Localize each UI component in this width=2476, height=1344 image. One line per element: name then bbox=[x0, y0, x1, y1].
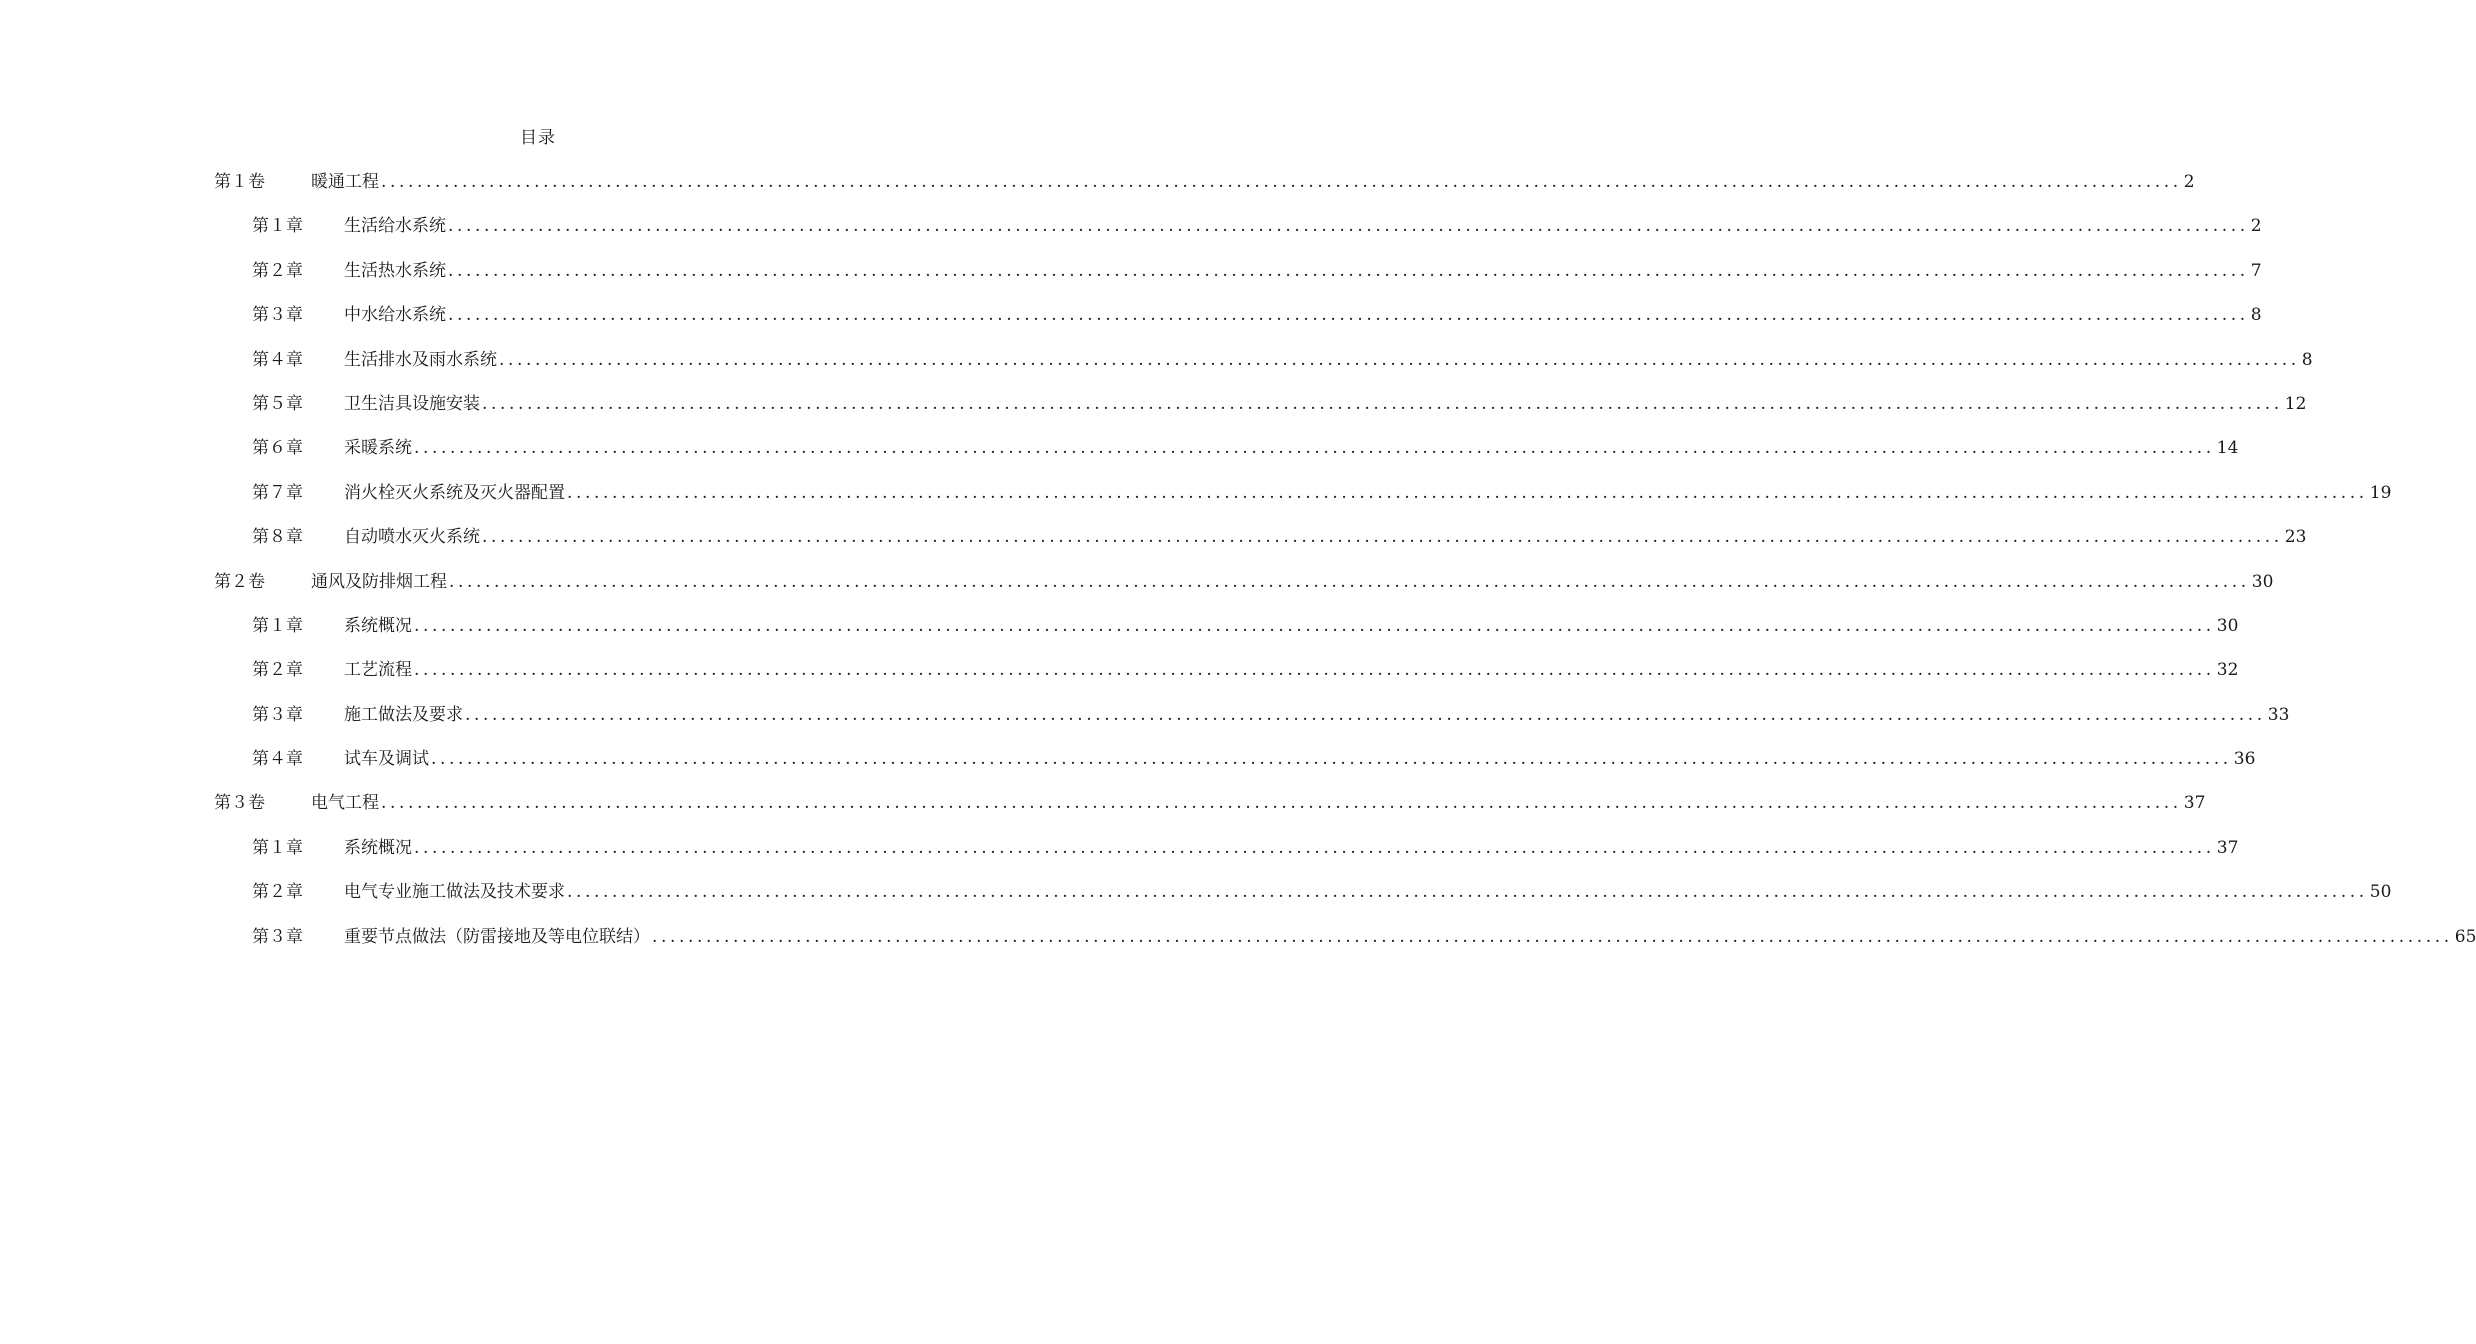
toc-chapter-entry[interactable] bbox=[214, 880, 2392, 924]
toc-dot-leader: ........................................................................................................................................................................................................ bbox=[448, 216, 2249, 237]
toc-chapter-entry[interactable] bbox=[214, 614, 2239, 658]
toc-entry-title: 生活排水及雨水系统 bbox=[344, 349, 497, 370]
toc-entry-page-number: 30 bbox=[2216, 615, 2239, 636]
toc-chapter-entry[interactable] bbox=[214, 214, 2262, 258]
toc-dot-leader: ........................................................................................................................................................................................................ bbox=[652, 926, 2453, 947]
toc-dot-leader: ........................................................................................................................................................................................................ bbox=[414, 837, 2215, 858]
toc-dot-leader: ........................................................................................................................................................................................................ bbox=[381, 172, 2182, 192]
toc-entry-number: 第１章 bbox=[252, 837, 303, 858]
toc-entry-number: 第２卷 bbox=[214, 571, 265, 592]
toc-entry-number: 第３章 bbox=[252, 704, 303, 725]
toc-dot-leader: ........................................................................................................................................................................................................ bbox=[482, 393, 2283, 414]
toc-entry-page-number: 32 bbox=[2216, 660, 2239, 681]
toc-entry-title: 系统概况 bbox=[344, 837, 412, 858]
toc-entry-number: 第２章 bbox=[252, 660, 303, 681]
toc-entry-number: 第５章 bbox=[252, 393, 303, 414]
toc-chapter-entry[interactable] bbox=[214, 392, 2307, 436]
toc-entry-page-number: 36 bbox=[2233, 749, 2256, 770]
toc-dot-leader: ........................................................................................................................................................................................................ bbox=[567, 482, 2368, 503]
toc-entry-number: 第１章 bbox=[252, 615, 303, 636]
toc-entry-page-number: 8 bbox=[2301, 349, 2313, 370]
toc-dot-leader: ........................................................................................................................................................................................................ bbox=[499, 349, 2300, 370]
toc-entry-title: 电气工程 bbox=[311, 793, 379, 814]
toc-entry-number: 第６章 bbox=[252, 438, 303, 459]
toc-entry-page-number: 65 bbox=[2454, 926, 2476, 947]
toc-entry-number: 第１章 bbox=[252, 216, 303, 237]
toc-chapter-entry[interactable] bbox=[214, 836, 2239, 880]
toc-dot-leader: ........................................................................................................................................................................................................ bbox=[567, 882, 2368, 903]
toc-dot-leader: ........................................................................................................................................................................................................ bbox=[482, 527, 2283, 548]
toc-entry-number: 第８章 bbox=[252, 527, 303, 548]
toc-dot-leader: ........................................................................................................................................................................................................ bbox=[449, 571, 2250, 592]
toc-entry-title: 工艺流程 bbox=[344, 660, 412, 681]
toc-chapter-entry[interactable] bbox=[214, 658, 2239, 702]
toc-dot-leader: ........................................................................................................................................................................................................ bbox=[448, 305, 2249, 326]
toc-entry-number: 第２章 bbox=[252, 260, 303, 281]
toc-entry-number: 第３章 bbox=[252, 305, 303, 326]
toc-entry-title: 采暖系统 bbox=[344, 438, 412, 459]
toc-dot-leader: ........................................................................................................................................................................................................ bbox=[414, 615, 2215, 636]
toc-volume-entry[interactable] bbox=[214, 170, 2195, 214]
toc-entry-page-number: 23 bbox=[2284, 527, 2307, 548]
toc-entry-title: 重要节点做法（防雷接地及等电位联结） bbox=[344, 926, 650, 947]
toc-entry-title: 自动喷水灭火系统 bbox=[344, 527, 480, 548]
toc-chapter-entry[interactable] bbox=[214, 348, 2313, 392]
toc-entry-title: 生活热水系统 bbox=[344, 260, 446, 281]
toc-dot-leader: ........................................................................................................................................................................................................ bbox=[414, 438, 2215, 459]
toc-entry-page-number: 33 bbox=[2267, 704, 2290, 725]
toc-dot-leader: ........................................................................................................................................................................................................ bbox=[381, 793, 2182, 814]
toc-title: 目录 bbox=[520, 128, 556, 148]
toc-entry-number: 第２章 bbox=[252, 882, 303, 903]
toc-chapter-entry[interactable] bbox=[214, 747, 2256, 791]
toc-entry-page-number: 37 bbox=[2183, 793, 2206, 814]
toc-entry-title: 暖通工程 bbox=[311, 172, 379, 192]
toc-chapter-entry[interactable] bbox=[214, 703, 2290, 747]
toc-entry-page-number: 12 bbox=[2284, 393, 2307, 414]
toc-entry-title: 卫生洁具设施安装 bbox=[344, 393, 480, 414]
toc-dot-leader: ........................................................................................................................................................................................................ bbox=[448, 260, 2249, 281]
toc-entry-title: 中水给水系统 bbox=[344, 305, 446, 326]
toc-entry-title: 生活给水系统 bbox=[344, 216, 446, 237]
toc-volume-entry[interactable] bbox=[214, 570, 2274, 614]
toc-entry-title: 通风及防排烟工程 bbox=[311, 571, 447, 592]
toc-entry-number: 第３卷 bbox=[214, 793, 265, 814]
toc-entry-page-number: 50 bbox=[2369, 882, 2392, 903]
toc-entry-title: 试车及调试 bbox=[344, 749, 429, 770]
toc-dot-leader: ........................................................................................................................................................................................................ bbox=[414, 660, 2215, 681]
toc-entry-title: 施工做法及要求 bbox=[344, 704, 463, 725]
toc-entry-page-number: 2 bbox=[2183, 172, 2195, 192]
toc-entry-number: 第４章 bbox=[252, 749, 303, 770]
toc-entry-page-number: 2 bbox=[2250, 216, 2262, 237]
toc-entry-title: 电气专业施工做法及技术要求 bbox=[344, 882, 565, 903]
toc-dot-leader: ........................................................................................................................................................................................................ bbox=[431, 749, 2232, 770]
toc-chapter-entry[interactable] bbox=[214, 925, 2476, 969]
toc-dot-leader: ........................................................................................................................................................................................................ bbox=[465, 704, 2266, 725]
toc-chapter-entry[interactable] bbox=[214, 259, 2262, 303]
toc-entry-page-number: 8 bbox=[2250, 305, 2262, 326]
toc-entry-number: 第３章 bbox=[252, 926, 303, 947]
toc-entry-number: 第７章 bbox=[252, 482, 303, 503]
toc-entry-number: 第１卷 bbox=[214, 172, 265, 192]
toc-entry-page-number: 7 bbox=[2250, 260, 2262, 281]
toc-entry-title: 系统概况 bbox=[344, 615, 412, 636]
toc-list bbox=[214, 170, 2476, 969]
toc-entry-page-number: 30 bbox=[2251, 571, 2274, 592]
toc-chapter-entry[interactable] bbox=[214, 481, 2392, 525]
toc-entry-title: 消火栓灭火系统及灭火器配置 bbox=[344, 482, 565, 503]
toc-entry-page-number: 37 bbox=[2216, 837, 2239, 858]
toc-entry-number: 第４章 bbox=[252, 349, 303, 370]
toc-volume-entry[interactable] bbox=[214, 791, 2206, 835]
toc-chapter-entry[interactable] bbox=[214, 303, 2262, 347]
toc-entry-page-number: 14 bbox=[2216, 438, 2239, 459]
toc-entry-page-number: 19 bbox=[2369, 482, 2392, 503]
toc-chapter-entry[interactable] bbox=[214, 436, 2239, 480]
toc-chapter-entry[interactable] bbox=[214, 525, 2307, 569]
